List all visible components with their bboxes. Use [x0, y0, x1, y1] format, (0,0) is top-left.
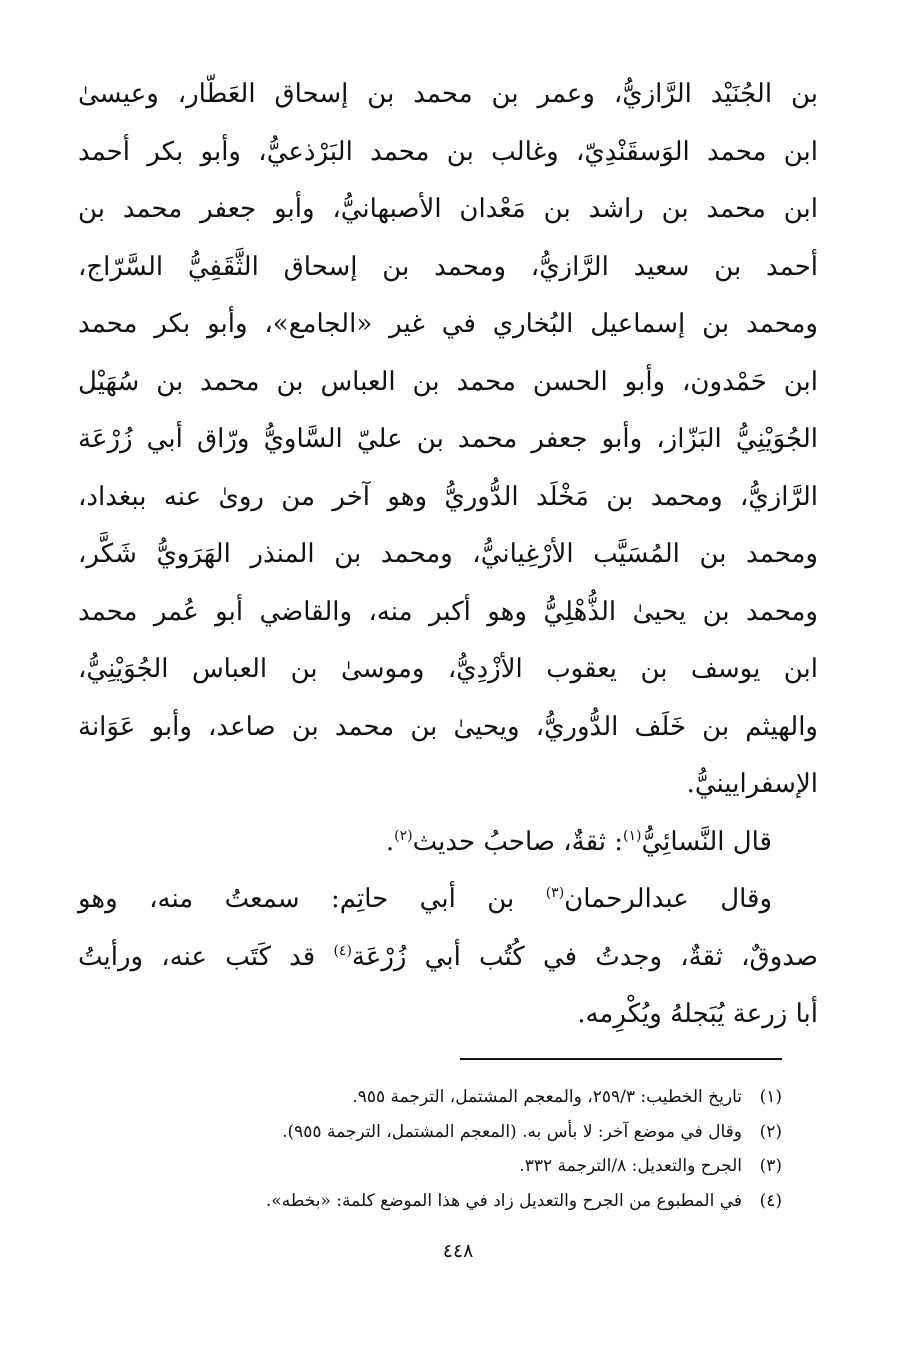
- footnote-ref-2[interactable]: (٢): [394, 827, 413, 844]
- footnote-number: (١): [759, 1087, 782, 1107]
- nasai-paragraph: [78, 814, 818, 872]
- abd-line-1: [78, 871, 818, 929]
- text-line-2: ابن محمد الوَسقَنْدِيّ، وغالب بن محمد البَرْذعيُّ، وأبو بكر أحمد: [78, 136, 818, 167]
- text-line-6: ابن حَمْدون، وأبو الحسن محمد بن العباس بن محمد بن سُهَيْل: [78, 366, 818, 397]
- text-line-8: الرَّازيُّ، ومحمد بن مَخْلَد الدُّوريُّ وهو آخر من روىٰ عنه ببغداد،: [78, 481, 818, 512]
- text-line-11: ابن يوسف بن يعقوب الأزْدِيُّ، وموسىٰ بن العباس الجُوَيْنِيُّ،: [78, 654, 818, 684]
- footnotes: [150, 1080, 782, 1218]
- nasai-statement: : ثقةٌ، صاحبُ حديث: [412, 826, 623, 857]
- footnote-ref-3[interactable]: (٣): [545, 885, 565, 901]
- footnote-1: [150, 1080, 782, 1115]
- footnote-4: [150, 1184, 782, 1219]
- footnote-ref-1[interactable]: (١): [623, 827, 642, 844]
- footnote-text: وقال في موضع آخر: لا بأس به. (المعجم المشتمل، الترجمة ٩٥٥).: [282, 1121, 742, 1142]
- text-line-9: ومحمد بن المُسَيَّب الأرْغِيانيُّ، ومحمد بن المنذر الهَرَويُّ شَكَّر،: [78, 539, 818, 569]
- footnote-number: (٤): [759, 1190, 782, 1211]
- abd-line-2: [78, 929, 818, 987]
- footnote-number: (٢): [759, 1121, 782, 1142]
- footnote-2: [150, 1115, 782, 1150]
- footnote-text: تاريخ الخطيب: ٢٥٩/٣، والمعجم المشتمل، الترجمة ٩٥٥.: [352, 1087, 742, 1107]
- nasai-end: .: [385, 826, 395, 857]
- footnote-text: في المطبوع من الجرح والتعديل زاد في هذا الموضع كلمة: «بخطه».: [265, 1190, 742, 1211]
- abd-line-2-lead: صدوقٌ، ثقةٌ، وجدتُ في كُتُب أبي زُرْعَة: [351, 941, 818, 972]
- footnote-ref-4[interactable]: (٤): [333, 942, 352, 959]
- abd-line-1-end: بن أبي حاتِم: سمعتُ منه، وهو: [78, 884, 546, 914]
- nasai-lead: قال النَّسائِيُّ: [641, 826, 772, 857]
- footnote-3: [150, 1149, 782, 1184]
- text-line-7: الجُوَيْنِيُّ البَزّاز، وأبو جعفر محمد بن عليّ السَّاويُّ ورّاق أبي زُرْعَة: [78, 424, 818, 454]
- page-number: ٤٤٨: [442, 1240, 474, 1262]
- abd-line-3: أبا زرعة يُبَجلهُ ويُكْرِمه.: [577, 999, 818, 1029]
- text-line-12: والهيثم بن خَلَف الدُّوريُّ، ويحيىٰ بن محمد بن صاعد، وأبو عَوَانة: [78, 711, 818, 742]
- text-line-1: بن الجُنَيْد الرَّازيُّ، وعمر بن محمد بن إسحاق العَطّار، وعيسىٰ: [78, 79, 818, 109]
- text-line-4: أحمد بن سعيد الرَّازيُّ، ومحمد بن إسحاق الثَّقَفِيُّ السَّرّاج،: [78, 251, 818, 282]
- text-line-13: الإسفرايينيُّ.: [686, 769, 818, 799]
- text-line-10: ومحمد بن يحيىٰ الذُّهْلِيُّ وهو أكبر منه، والقاضي أبو عُمر محمد: [78, 596, 818, 627]
- main-text: [78, 66, 818, 1044]
- abd-line-2-end: قد كَتَب عنه، ورأيتُ: [78, 941, 334, 972]
- footnote-number: (٣): [759, 1156, 782, 1176]
- text-line-3: ابن محمد بن راشد بن مَعْدان الأصبهانيُّ، وأبو جعفر محمد بن: [78, 194, 818, 224]
- abd-lead: وقال عبدالرحمان: [564, 884, 772, 914]
- text-line-5: ومحمد بن إسماعيل البُخاري في غير «الجامع»، وأبو بكر محمد: [78, 309, 818, 339]
- footnote-separator: [460, 1058, 782, 1060]
- footnote-text: الجرح والتعديل: ٨/الترجمة ٣٣٢.: [519, 1156, 742, 1176]
